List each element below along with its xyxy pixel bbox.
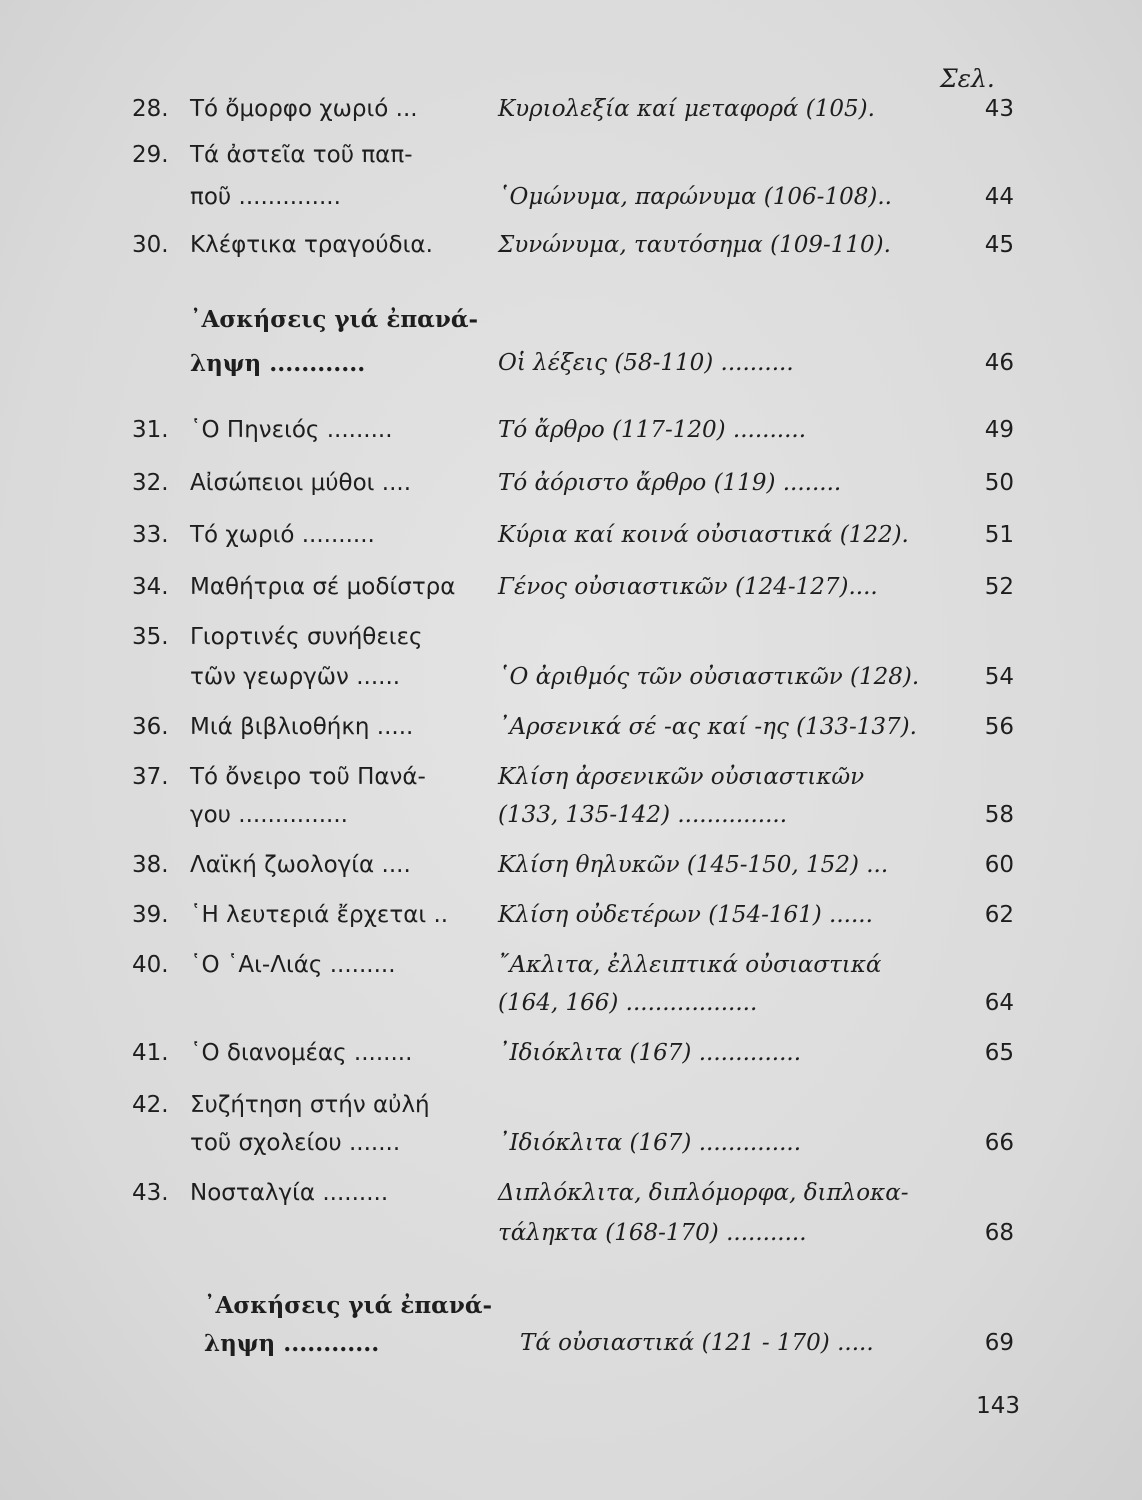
page-number-folio: 143 <box>976 1393 1020 1419</box>
toc-entry-35-cont <box>0 664 1142 704</box>
entry-page: 65 <box>984 1040 1014 1066</box>
entry-title: ῾Ο ῾Αι-Λιάς ......... <box>190 952 396 978</box>
entry-page: 60 <box>984 852 1014 878</box>
entry-page: 62 <box>984 902 1014 928</box>
entry-number: 39. <box>132 902 169 928</box>
entry-topic: Κυριολεξία καί μεταφορά (105). <box>498 96 875 122</box>
entry-topic: ᾿Ιδιόκλιτα (167) .............. <box>498 1130 802 1156</box>
entry-topic: ῾Ο ἀριθμός τῶν οὐσιαστικῶν (128). <box>498 664 920 690</box>
entry-number: 30. <box>132 232 169 258</box>
entry-topic: Τό ἄρθρο (117-120) .......... <box>498 417 807 443</box>
toc-entry-33 <box>0 522 1142 562</box>
entry-number: 31. <box>132 417 169 443</box>
toc-entry-43-cont <box>0 1220 1142 1260</box>
entry-number: 37. <box>132 764 169 790</box>
entry-number: 36. <box>132 714 169 740</box>
entry-page: 51 <box>984 522 1014 548</box>
entry-number: 43. <box>132 1180 169 1206</box>
toc-entry-34 <box>0 574 1142 614</box>
entry-topic: Τά οὐσιαστικά (121 - 170) ..... <box>520 1330 874 1356</box>
entry-title-line2: ποῦ .............. <box>190 184 341 210</box>
toc-entry-32 <box>0 470 1142 510</box>
toc-entry-36 <box>0 714 1142 754</box>
toc-entry-30 <box>0 232 1142 272</box>
entry-page: 68 <box>984 1220 1014 1246</box>
toc-entry-38 <box>0 852 1142 892</box>
toc-entry-29 <box>0 142 1142 182</box>
entry-topic-line2: (164, 166) .................. <box>498 990 758 1016</box>
entry-title-line1: Τό ὄνειρο τοῦ Πανά- <box>190 764 426 790</box>
entry-title: Μαθήτρια σέ μοδίστρα <box>190 574 456 600</box>
entry-topic: Οἱ λέξεις (58-110) .......... <box>498 350 794 376</box>
toc-entry-37 <box>0 764 1142 804</box>
entry-page: 50 <box>984 470 1014 496</box>
entry-title-line2: γου ............... <box>190 802 348 828</box>
toc-review-1-cont <box>0 350 1142 390</box>
review-title-line1: ᾿Ασκήσεις γιά ἐπανά- <box>204 1292 493 1319</box>
entry-page: 45 <box>984 232 1014 258</box>
entry-number: 40. <box>132 952 169 978</box>
entry-topic: Κλίση θηλυκῶν (145-150, 152) ... <box>498 852 889 878</box>
entry-title-line2: τῶν γεωργῶν ...... <box>190 664 401 690</box>
entry-title: Τό ὄμορφο χωριό ... <box>190 96 418 122</box>
entry-page: 49 <box>984 417 1014 443</box>
entry-number: 29. <box>132 142 169 168</box>
entry-page: 52 <box>984 574 1014 600</box>
entry-page: 54 <box>984 664 1014 690</box>
entry-number: 38. <box>132 852 169 878</box>
entry-page: 64 <box>984 990 1014 1016</box>
entry-topic: ῾Ομώνυμα, παρώνυμα (106-108).. <box>498 184 892 210</box>
entry-title: Μιά βιβλιοθήκη ..... <box>190 714 414 740</box>
entry-title: Κλέφτικα τραγούδια. <box>190 232 433 258</box>
entry-title: ῾Η λευτεριά ἔρχεται .. <box>190 902 449 928</box>
review-title-line1: ᾿Ασκήσεις γιά ἐπανά- <box>190 306 479 333</box>
entry-topic-line1: ῎Ακλιτα, ἐλλειπτικά οὐσιαστικά <box>498 952 882 978</box>
toc-entry-43 <box>0 1180 1142 1220</box>
entry-page: 43 <box>984 96 1014 122</box>
entry-topic-line2: τάληκτα (168-170) ........... <box>498 1220 807 1246</box>
entry-topic-line1: Κλίση ἀρσενικῶν οὐσιαστικῶν <box>498 764 865 790</box>
entry-number: 34. <box>132 574 169 600</box>
review-title-line2: ληψη ............ <box>190 350 366 377</box>
entry-title: ῾Ο Πηνειός ......... <box>190 417 393 443</box>
toc-entry-28 <box>0 96 1142 136</box>
entry-title: Αἰσώπειοι μύθοι .... <box>190 470 412 496</box>
entry-page: 56 <box>984 714 1014 740</box>
review-title-line2: ληψη ............ <box>204 1330 380 1357</box>
entry-title-line1: Τά ἀστεῖα τοῦ παπ- <box>190 142 413 168</box>
entry-title: Τό χωριό .......... <box>190 522 375 548</box>
entry-topic: ᾿Ιδιόκλιτα (167) .............. <box>498 1040 802 1066</box>
entry-topic: Τό ἀόριστο ἄρθρο (119) ........ <box>498 470 842 496</box>
entry-number: 28. <box>132 96 169 122</box>
toc-entry-31 <box>0 417 1142 457</box>
entry-topic: Συνώνυμα, ταυτόσημα (109-110). <box>498 232 891 258</box>
entry-topic: Κλίση οὐδετέρων (154-161) ...... <box>498 902 873 928</box>
toc-entry-29-cont <box>0 184 1142 224</box>
entry-topic: ᾿Αρσενικά σέ -ας καί -ης (133-137). <box>498 714 917 740</box>
entry-title-line1: Συζήτηση στήν αὐλή <box>190 1092 430 1118</box>
toc-review-1 <box>0 306 1142 346</box>
entry-title-line1: Γιορτινές συνήθειες <box>190 624 423 650</box>
entry-number: 41. <box>132 1040 169 1066</box>
toc-entry-42-cont <box>0 1130 1142 1170</box>
toc-entry-42 <box>0 1092 1142 1132</box>
toc-entry-39 <box>0 902 1142 942</box>
entry-page: 44 <box>984 184 1014 210</box>
entry-number: 32. <box>132 470 169 496</box>
entry-page: 69 <box>984 1330 1014 1356</box>
toc-review-2-cont <box>0 1330 1142 1370</box>
toc-entry-40 <box>0 952 1142 992</box>
entry-page: 46 <box>984 350 1014 376</box>
entry-title-line2: τοῦ σχολείου ....... <box>190 1130 401 1156</box>
entry-title: ῾Ο διανομέας ........ <box>190 1040 413 1066</box>
entry-topic-line2: (133, 135-142) ............... <box>498 802 788 828</box>
toc-review-2 <box>0 1292 1142 1332</box>
toc-entry-41 <box>0 1040 1142 1080</box>
entry-topic: Κύρια καί κοινά οὐσιαστικά (122). <box>498 522 909 548</box>
toc-entry-35 <box>0 624 1142 664</box>
entry-title: Λαϊκή ζωολογία .... <box>190 852 411 878</box>
page-column-header: Σελ. <box>940 64 995 93</box>
entry-number: 35. <box>132 624 169 650</box>
entry-title: Νοσταλγία ......... <box>190 1180 389 1206</box>
toc-entry-37-cont <box>0 802 1142 842</box>
entry-number: 33. <box>132 522 169 548</box>
entry-number: 42. <box>132 1092 169 1118</box>
entry-page: 66 <box>984 1130 1014 1156</box>
entry-topic: Γένος οὐσιαστικῶν (124-127).... <box>498 574 878 600</box>
entry-topic-line1: Διπλόκλιτα, διπλόμορφα, διπλοκα- <box>498 1180 909 1206</box>
toc-entry-40-cont <box>0 990 1142 1030</box>
entry-page: 58 <box>984 802 1014 828</box>
